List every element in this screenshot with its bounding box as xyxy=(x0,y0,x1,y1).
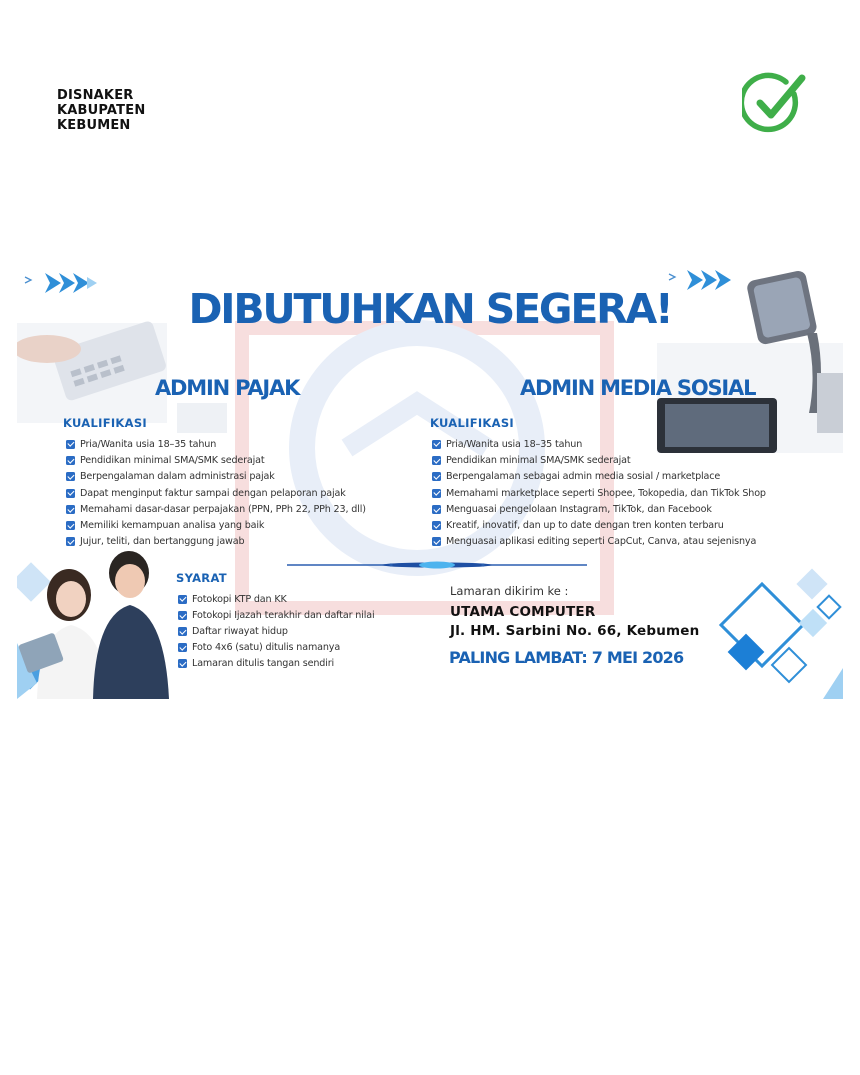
section-heading-kualifikasi: KUALIFIKASI xyxy=(63,416,148,430)
requirements-list xyxy=(178,591,374,672)
list-item-text: Berpengalaman sebagai admin media sosial / marketplace xyxy=(446,471,721,483)
list-item-text: Fotokopi Ijazah terakhir dan daftar nilai xyxy=(192,609,375,621)
qualification-list-admin-pajak xyxy=(66,436,366,550)
list-item xyxy=(178,656,374,672)
checkbox-icon xyxy=(432,537,441,546)
checkbox-icon xyxy=(432,440,441,449)
list-item xyxy=(66,485,366,501)
poster-headline: DIBUTUHKAN SEGERA! xyxy=(188,285,672,333)
company-name: UTAMA COMPUTER xyxy=(450,604,596,620)
list-item-text: Memahami marketplace seperti Shopee, Tokopedia, dan TikTok Shop xyxy=(446,487,766,499)
position-title-admin-media-sosial: ADMIN MEDIA SOSIAL xyxy=(520,376,756,400)
list-item xyxy=(66,436,366,452)
list-item-text: Foto 4x6 (satu) ditulis namanya xyxy=(192,642,341,654)
checkbox-icon xyxy=(66,489,75,498)
list-item-text: Fotokopi KTP dan KK xyxy=(192,593,287,605)
section-heading-syarat: SYARAT xyxy=(176,571,227,585)
list-item xyxy=(178,607,374,623)
list-item-text: Dapat menginput faktur sampai dengan pelaporan pajak xyxy=(80,487,346,499)
list-item xyxy=(432,485,766,501)
checkbox-icon xyxy=(178,627,187,636)
list-item xyxy=(66,501,366,517)
list-item-text: Memiliki kemampuan analisa yang baik xyxy=(80,520,265,532)
list-item xyxy=(432,452,766,468)
application-intro: Lamaran dikirim ke : xyxy=(450,584,569,598)
list-item xyxy=(66,469,366,485)
list-item xyxy=(178,640,374,656)
org-line: KABUPATEN xyxy=(57,103,146,118)
checkbox-icon xyxy=(66,537,75,546)
section-heading-kualifikasi: KUALIFIKASI xyxy=(430,416,515,430)
list-item-text: Daftar riwayat hidup xyxy=(192,625,288,637)
list-item-text: Berpengalaman dalam administrasi pajak xyxy=(80,471,275,483)
list-item-text: Memahami dasar-dasar perpajakan (PPN, PPh 22, PPh 23, dll) xyxy=(80,503,366,515)
decorative-divider xyxy=(287,559,587,571)
checkbox-icon xyxy=(178,595,187,604)
checkbox-icon xyxy=(66,456,75,465)
list-item xyxy=(66,517,366,533)
list-item xyxy=(432,501,766,517)
org-line: KEBUMEN xyxy=(57,118,131,133)
list-item xyxy=(66,534,366,550)
list-item-text: Pendidikan minimal SMA/SMK sederajat xyxy=(446,454,631,466)
list-item xyxy=(432,469,766,485)
list-item-text: Menguasai pengelolaan Instagram, TikTok, dan Facebook xyxy=(446,503,712,515)
list-item xyxy=(66,452,366,468)
company-address: Jl. HM. Sarbini No. 66, Kebumen xyxy=(450,623,700,639)
checkbox-icon xyxy=(66,440,75,449)
checkbox-icon xyxy=(432,472,441,481)
list-item xyxy=(432,517,766,533)
list-item-text: Kreatif, inovatif, dan up to date dengan tren konten terbaru xyxy=(446,520,724,532)
qualification-list-admin-media-sosial xyxy=(432,436,766,550)
list-item xyxy=(178,623,374,639)
list-item-text: Pria/Wanita usia 18–35 tahun xyxy=(446,438,583,450)
checkbox-icon xyxy=(66,521,75,530)
list-item xyxy=(432,534,766,550)
list-item-text: Lamaran ditulis tangan sendiri xyxy=(192,658,335,670)
list-item-text: Menguasai aplikasi editing seperti CapCut, Canva, atau sejenisnya xyxy=(446,536,757,548)
list-item-text: Jujur, teliti, dan bertanggung jawab xyxy=(80,536,245,548)
checkbox-icon xyxy=(178,611,187,620)
checkbox-icon xyxy=(432,505,441,514)
list-item-text: Pendidikan minimal SMA/SMK sederajat xyxy=(80,454,265,466)
application-deadline: PALING LAMBAT: 7 MEI 2026 xyxy=(449,648,684,667)
checkbox-icon xyxy=(66,505,75,514)
list-item xyxy=(432,436,766,452)
checkbox-icon xyxy=(432,489,441,498)
organization-name xyxy=(57,88,145,133)
checkbox-icon xyxy=(178,659,187,668)
position-title-admin-pajak: ADMIN PAJAK xyxy=(155,376,300,400)
checkbox-icon xyxy=(178,643,187,652)
job-vacancy-poster xyxy=(17,263,843,699)
check-circle-icon xyxy=(742,72,806,134)
checkbox-icon xyxy=(432,521,441,530)
checkbox-icon xyxy=(432,456,441,465)
checkbox-icon xyxy=(66,472,75,481)
org-line: DISNAKER xyxy=(57,88,134,103)
list-item xyxy=(178,591,374,607)
list-item-text: Pria/Wanita usia 18–35 tahun xyxy=(80,438,217,450)
